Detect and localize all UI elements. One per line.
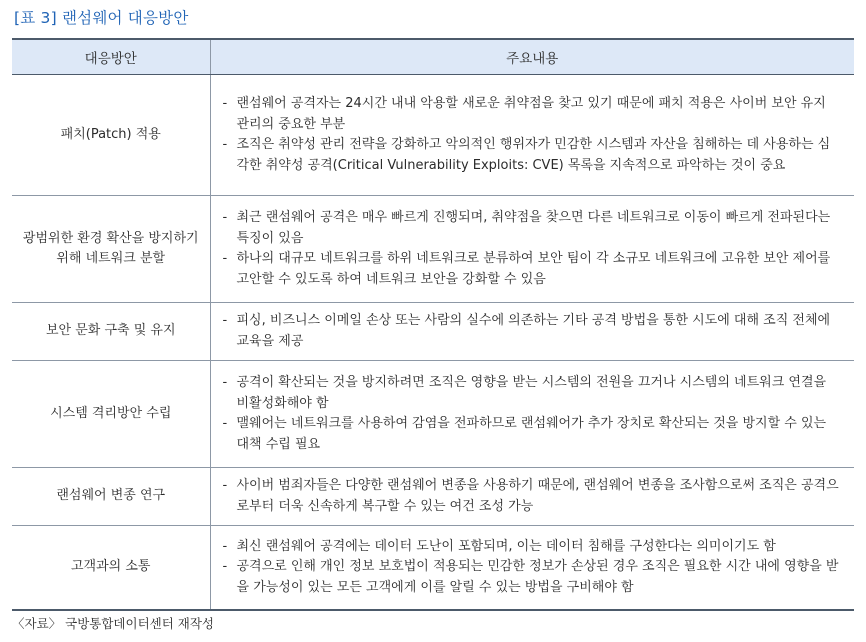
table-row xyxy=(12,526,854,610)
bullet-list xyxy=(217,476,849,517)
content-cell xyxy=(210,526,854,610)
bullet-item: - 공격이 확산되는 것을 방지하려면 조직은 영향을 받는 시스템의 전원을 끄거나 시스템의 네트워크 연결을 비활성화해야 함 xyxy=(217,373,843,414)
bullet-item: - 사이버 범죄자들은 다양한 랜섬웨어 변종을 사용하기 때문에, 랜섬웨어 변종을 조사함으로써 조직은 공격으로부터 더욱 신속하게 복구할 수 있는 여건 조성 가능 xyxy=(217,476,843,517)
table-header-row xyxy=(12,39,854,75)
countermeasures-table xyxy=(12,38,854,611)
column-header-content: 주요내용 xyxy=(210,39,854,75)
bullet-item: - 맬웨어는 네트워크를 사용하여 감염을 전파하므로 랜섬웨어가 추가 장치로 확산되는 것을 방지할 수 있는 대책 수립 필요 xyxy=(217,414,843,455)
content-cell xyxy=(210,196,854,303)
bullet-list xyxy=(217,373,849,455)
source-note: 〈자료〉 국방통합데이터센터 재작성 xyxy=(12,616,214,631)
bullet-item: - 공격으로 인해 개인 정보 보호법이 적용되는 민감한 정보가 손상된 경우 조직은 필요한 시간 내에 영향을 받을 가능성이 있는 모든 고객에게 이를 알릴 수 있는 방법을 구비해야 함 xyxy=(217,557,843,598)
bullet-list xyxy=(217,208,849,290)
bullet-list xyxy=(217,537,849,599)
bullet-item: - 최신 랜섬웨어 공격에는 데이터 도난이 포함되며, 이는 데이터 침해를 구성한다는 의미이기도 함 xyxy=(217,537,843,558)
bullet-list xyxy=(217,311,849,352)
column-header-method: 대응방안 xyxy=(12,39,210,75)
method-cell: 고객과의 소통 xyxy=(12,526,210,610)
bullet-item: - 최근 랜섬웨어 공격은 매우 빠르게 진행되며, 취약점을 찾으면 다른 네트워크로 이동이 빠르게 전파된다는 특징이 있음 xyxy=(217,208,843,249)
bullet-item: - 피싱, 비즈니스 이메일 손상 또는 사람의 실수에 의존하는 기타 공격 방법을 통한 시도에 대해 조직 전체에 교육을 제공 xyxy=(217,311,843,352)
bullet-item: - 조직은 취약성 관리 전략을 강화하고 악의적인 행위자가 민감한 시스템과 자산을 침해하는 데 사용하는 심각한 취약성 공격(Critical Vulnerability Exploits: CVE) 목록을 지속적으로 파악하는 것이 중요 xyxy=(217,135,843,176)
method-cell: 패치(Patch) 적용 xyxy=(12,75,210,196)
content-cell xyxy=(210,468,854,526)
table-caption: [표 3] 랜섬웨어 대응방안 xyxy=(14,9,189,27)
method-cell: 랜섬웨어 변종 연구 xyxy=(12,468,210,526)
table-row xyxy=(12,75,854,196)
table-row xyxy=(12,468,854,526)
method-cell: 시스템 격리방안 수립 xyxy=(12,361,210,468)
method-cell: 보안 문화 구축 및 유지 xyxy=(12,303,210,361)
table-row xyxy=(12,361,854,468)
content-cell xyxy=(210,361,854,468)
bullet-item: - 랜섬웨어 공격자는 24시간 내내 악용할 새로운 취약점을 찾고 있기 때문에 패치 적용은 사이버 보안 유지 관리의 중요한 부분 xyxy=(217,94,843,135)
bullet-list xyxy=(217,94,849,176)
content-cell xyxy=(210,303,854,361)
table-row xyxy=(12,303,854,361)
table-row xyxy=(12,196,854,303)
bullet-item: - 하나의 대규모 네트워크를 하위 네트워크로 분류하여 보안 팀이 각 소규모 네트워크에 고유한 보안 제어를 고안할 수 있도록 하여 네트워크 보안을 강화할 수 있음 xyxy=(217,249,843,290)
content-cell xyxy=(210,75,854,196)
method-cell: 광범위한 환경 확산을 방지하기 위해 네트워크 분할 xyxy=(12,196,210,303)
